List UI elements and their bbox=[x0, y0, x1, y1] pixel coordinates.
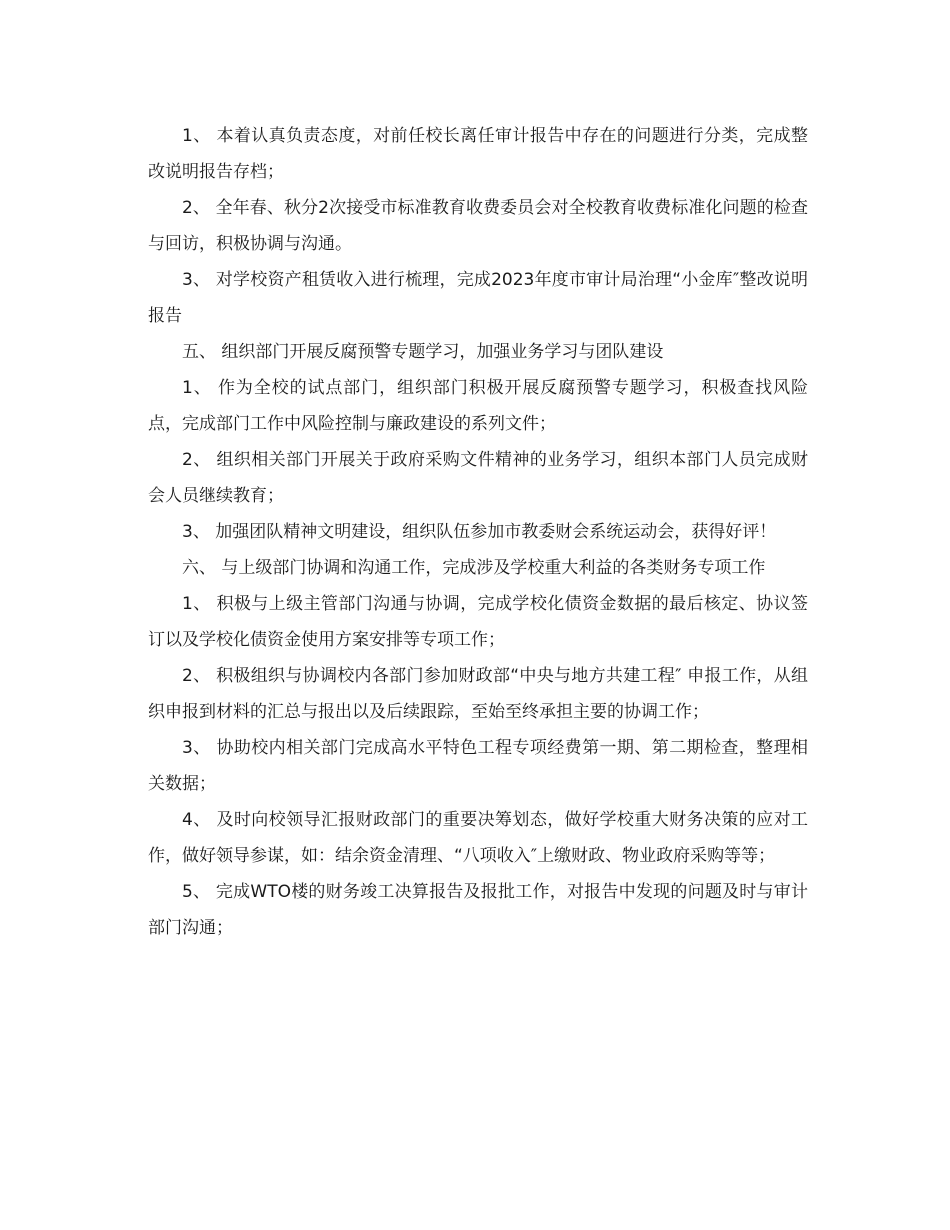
paragraph-leadership-report: 4、 及时向校领导汇报财政部门的重要决筹划态，做好学校重大财务决策的应对工作，做好领导参谋，如：结余资金清理、“八项收入″上缴财政、物业政府采购等等； bbox=[148, 810, 808, 866]
paragraph-asset-lease: 3、 对学校资产租赁收入进行梳理，完成2023年度市审计局治理“小金库″整改说明报告 bbox=[148, 270, 808, 326]
section-heading-five: 五、 组织部门开展反腐预警专题学习，加强业务学习与团队建设 bbox=[182, 342, 664, 362]
paragraph-audit-rectification: 1、 本着认真负责态度，对前任校长离任审计报告中存在的问题进行分类，完成整改说明报告存档； bbox=[148, 126, 808, 182]
paragraph-central-local-project: 2、 积极组织与协调校内各部门参加财政部“中央与地方共建工程″ 申报工作，从组织申报到材料的汇总与报出以及后续跟踪，至始至终承担主要的协调工作； bbox=[148, 666, 808, 722]
paragraph-special-funds-check: 3、 协助校内相关部门完成高水平特色工程专项经费第一期、第二期检查，整理相关数据； bbox=[148, 738, 808, 794]
section-heading-six: 六、 与上级部门协调和沟通工作，完成涉及学校重大利益的各类财务专项工作 bbox=[182, 558, 766, 578]
paragraph-wto-building: 5、 完成WTO楼的财务竣工决算报告及报批工作，对报告中发现的问题及时与审计部门沟通； bbox=[148, 882, 808, 938]
paragraph-debt-funds: 1、 积极与上级主管部门沟通与协调，完成学校化债资金数据的最后核定、协议签订以及学校化债资金使用方案安排等专项工作； bbox=[148, 594, 808, 650]
paragraph-procurement-study: 2、 组织相关部门开展关于政府采购文件精神的业务学习，组织本部门人员完成财会人员继续教育； bbox=[148, 450, 808, 506]
paragraph-fee-inspection: 2、 全年春、秋分2次接受市标准教育收费委员会对全校教育收费标准化问题的检查与回访，积极协调与沟通。 bbox=[148, 198, 808, 254]
paragraph-anti-corruption-study: 1、 作为全校的试点部门，组织部门积极开展反腐预警专题学习，积极查找风险点，完成部门工作中风险控制与廉政建设的系列文件； bbox=[148, 378, 808, 434]
document-body bbox=[148, 118, 808, 946]
paragraph-team-building: 3、 加强团队精神文明建设，组织队伍参加市教委财会系统运动会，获得好评！ bbox=[182, 522, 777, 542]
